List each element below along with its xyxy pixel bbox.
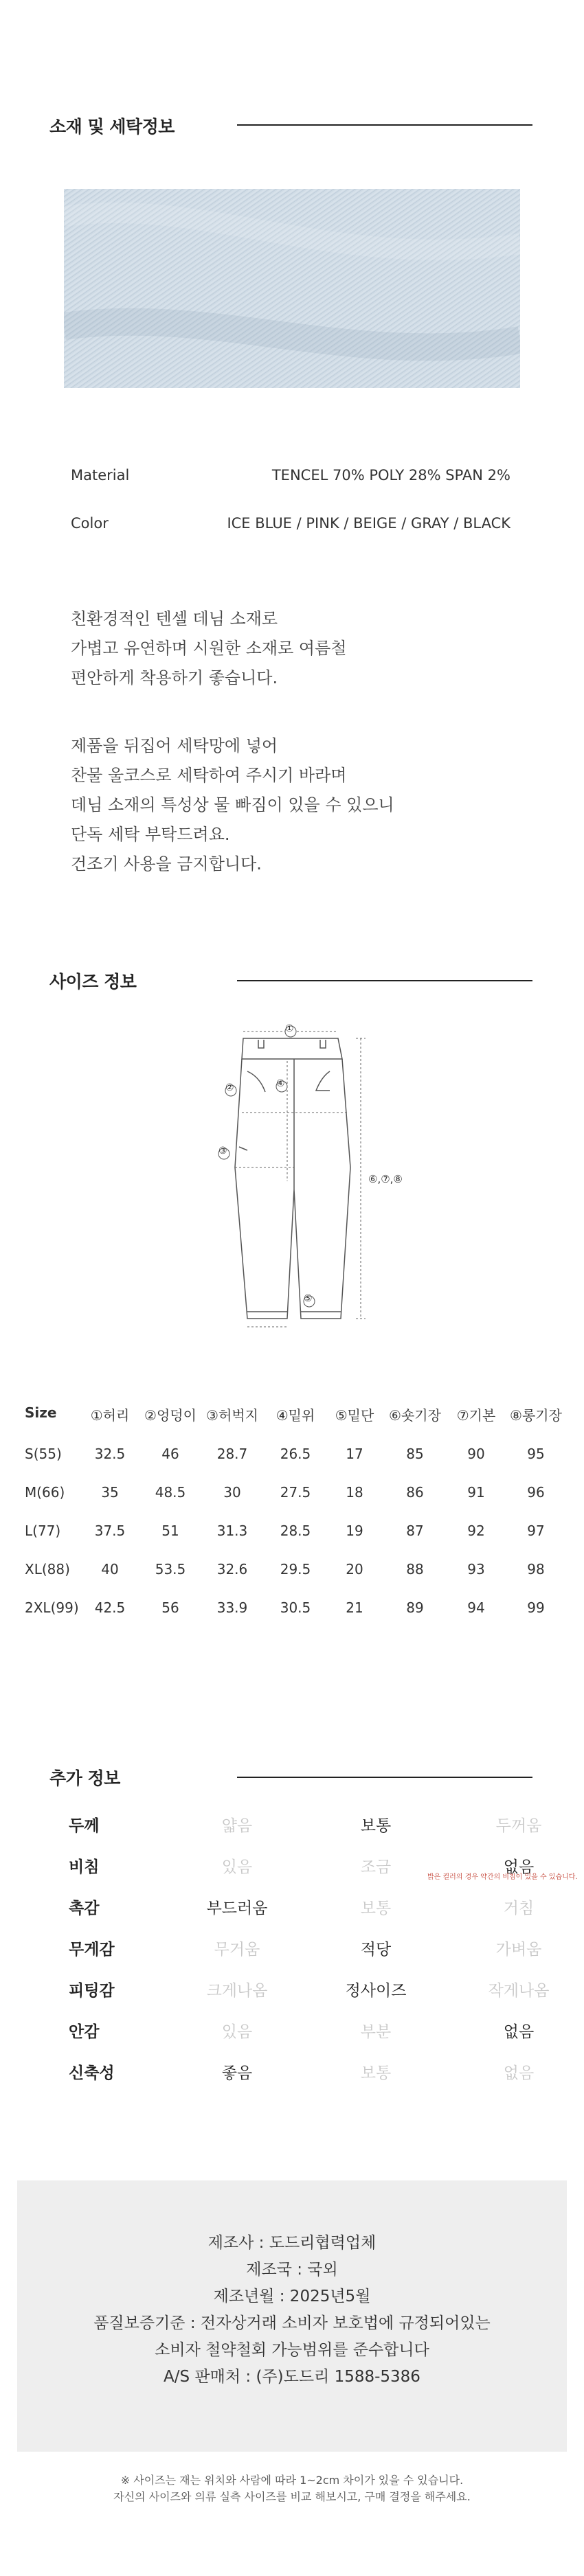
attr-row-thickness [0, 1813, 584, 1854]
table-cell: 96 [527, 1484, 545, 1501]
attr-option: 무거움 [214, 1941, 260, 1959]
diagram-label-5: ⑤ [304, 1293, 313, 1304]
table-cell: 89 [406, 1599, 424, 1616]
color-label: Color [71, 515, 109, 532]
table-cell: 93 [467, 1561, 485, 1577]
description-paragraph [71, 604, 346, 693]
table-row [19, 1484, 569, 1523]
attr-option-selected: 좋음 [221, 2064, 253, 2082]
attr-option: 있음 [221, 2023, 253, 2041]
info-line-country: 제조국 : 국외 [246, 2261, 338, 2279]
material-label: Material [71, 467, 130, 483]
header-size: Size [25, 1404, 57, 1421]
attr-row-stretch [0, 2060, 584, 2101]
table-cell: 30.5 [280, 1599, 311, 1616]
attr-option: 작게나옴 [488, 1982, 550, 2000]
size-section-title: 사이즈 정보 [49, 972, 137, 992]
attr-option: 거침 [503, 1900, 535, 1917]
care-paragraph [71, 731, 394, 879]
table-cell: 85 [406, 1446, 424, 1462]
attr-option-selected: 정사이즈 [345, 1982, 407, 2000]
diagram-label-1: ① [285, 1023, 294, 1034]
table-cell: 28.7 [216, 1446, 248, 1462]
table-cell: 97 [527, 1523, 545, 1539]
table-row [19, 1446, 569, 1484]
attr-option: 두꺼움 [495, 1817, 542, 1835]
table-cell: 29.5 [280, 1561, 311, 1577]
care-line: 데님 소재의 특성상 물 빠짐이 있을 수 있으니 [71, 795, 394, 814]
material-section-title: 소재 및 세탁정보 [49, 117, 175, 137]
care-line: 제품을 뒤집어 세탁망에 넣어 [71, 736, 278, 755]
attr-option: 보통 [360, 2064, 392, 2082]
table-cell: 98 [527, 1561, 545, 1577]
header-waist: ①허리 [90, 1407, 130, 1424]
table-cell: 48.5 [155, 1484, 186, 1501]
header-hem: ⑤밑단 [335, 1407, 374, 1424]
attr-option-selected: 보통 [360, 1817, 392, 1835]
table-cell: 91 [467, 1484, 485, 1501]
attr-option: 부분 [360, 2023, 392, 2041]
attr-option-selected: 없음 [503, 1858, 535, 1876]
attr-label: 두께 [69, 1817, 100, 1835]
table-cell: 40 [101, 1561, 119, 1577]
table-cell: 99 [527, 1599, 545, 1616]
size-table [19, 1404, 569, 1638]
table-cell: 32.6 [216, 1561, 248, 1577]
care-line: 건조기 사용을 금지합니다. [71, 854, 262, 874]
info-line-quality-2: 소비자 철약철회 가능범위를 준수합니다 [155, 2341, 429, 2359]
header-hip: ②엉덩이 [144, 1407, 196, 1424]
info-line-quality: 품질보증기준 : 전자상거래 소비자 보호법에 규정되어있는 [93, 2314, 491, 2332]
diagram-label-3: ③ [218, 1145, 227, 1156]
table-row [19, 1599, 569, 1638]
disclaimer-line: 자신의 사이즈와 의류 실측 사이즈를 비교 해보시고, 구매 결정을 해주세요. [113, 2490, 471, 2503]
header-long-length: ⑧롱기장 [510, 1407, 562, 1424]
table-cell: 53.5 [155, 1561, 186, 1577]
table-cell: 27.5 [280, 1484, 311, 1501]
size-disclaimer [0, 2472, 584, 2505]
section-divider [237, 980, 532, 981]
extra-section-title: 추가 정보 [49, 1768, 120, 1788]
attr-row-texture [0, 1895, 584, 1937]
size-cell: M(66) [25, 1484, 65, 1501]
size-cell: S(55) [25, 1446, 62, 1462]
info-line-as: A/S 판매처 : (주)도드리 1588-5386 [164, 2368, 420, 2386]
attr-option: 크게나옴 [206, 1982, 268, 2000]
table-cell: 31.3 [216, 1523, 248, 1539]
diagram-label-4: ④ [276, 1078, 285, 1089]
table-cell: 28.5 [280, 1523, 311, 1539]
fabric-swatch-image [64, 189, 520, 388]
size-table-header [19, 1404, 569, 1446]
attr-row-sheerness [0, 1854, 584, 1895]
product-info-box [17, 2180, 567, 2452]
attr-option-selected: 부드러움 [206, 1900, 268, 1917]
table-cell: 56 [161, 1599, 179, 1616]
section-divider [237, 1777, 532, 1778]
table-cell: 19 [346, 1523, 363, 1539]
attr-row-fit [0, 1978, 584, 2019]
sheerness-note: 밝은 컬러의 경우 약간의 비침이 있을 수 있습니다. [427, 1873, 578, 1881]
table-cell: 46 [161, 1446, 179, 1462]
table-cell: 51 [161, 1523, 179, 1539]
header-regular-length: ⑦기본 [456, 1407, 496, 1424]
header-short-length: ⑥숏기장 [389, 1407, 441, 1424]
attr-option: 보통 [360, 1900, 392, 1917]
attr-row-weight [0, 1937, 584, 1978]
description-line: 친환경적인 텐셀 데님 소재로 [71, 609, 278, 628]
attr-option-selected: 없음 [503, 2023, 535, 2041]
info-line-manufacturer: 제조사 : 도드리협력업체 [207, 2234, 377, 2252]
header-rise: ④밑위 [276, 1407, 315, 1424]
table-row [19, 1561, 569, 1599]
table-cell: 90 [467, 1446, 485, 1462]
header-thigh: ③허벅지 [206, 1407, 258, 1424]
table-cell: 37.5 [94, 1523, 126, 1539]
attr-option-selected: 적당 [360, 1941, 392, 1959]
table-cell: 88 [406, 1561, 424, 1577]
attr-label: 신축성 [69, 2064, 115, 2082]
pants-diagram [206, 1010, 426, 1339]
table-cell: 35 [101, 1484, 119, 1501]
table-cell: 30 [223, 1484, 241, 1501]
material-value: TENCEL 70% POLY 28% SPAN 2% [271, 467, 510, 483]
table-cell: 26.5 [280, 1446, 311, 1462]
table-row [19, 1523, 569, 1561]
table-cell: 87 [406, 1523, 424, 1539]
attr-label: 안감 [69, 2023, 100, 2041]
table-cell: 94 [467, 1599, 485, 1616]
attr-option: 조금 [360, 1858, 392, 1876]
size-cell: XL(88) [25, 1561, 70, 1577]
attr-label: 무게감 [69, 1941, 115, 1959]
table-cell: 95 [527, 1446, 545, 1462]
attr-row-lining [0, 2019, 584, 2060]
diagram-label-6-7-8: ⑥,⑦,⑧ [368, 1173, 403, 1185]
disclaimer-line: ※ 사이즈는 재는 위치와 사람에 따라 1~2cm 차이가 있을 수 있습니다. [120, 2474, 464, 2487]
table-cell: 18 [346, 1484, 363, 1501]
table-cell: 17 [346, 1446, 363, 1462]
section-divider [237, 124, 532, 126]
color-value: ICE BLUE / PINK / BEIGE / GRAY / BLACK [227, 515, 510, 532]
care-line: 찬물 울코스로 세탁하여 주시기 바라며 [71, 766, 347, 785]
attr-option: 얇음 [221, 1817, 253, 1835]
attr-option: 없음 [503, 2064, 535, 2082]
fabric-texture [64, 189, 520, 388]
care-line: 단독 세탁 부탁드려요. [71, 825, 230, 844]
table-cell: 86 [406, 1484, 424, 1501]
table-cell: 32.5 [94, 1446, 126, 1462]
table-cell: 33.9 [216, 1599, 248, 1616]
info-line-date: 제조년월 : 2025년5월 [213, 2288, 371, 2305]
attr-option: 있음 [221, 1858, 253, 1876]
table-cell: 20 [346, 1561, 363, 1577]
table-cell: 21 [346, 1599, 363, 1616]
description-line: 가볍고 유연하며 시원한 소재로 여름철 [71, 639, 347, 658]
attr-label: 비침 [69, 1858, 100, 1876]
size-cell: 2XL(99) [25, 1599, 79, 1616]
attr-label: 피팅감 [69, 1982, 115, 2000]
table-cell: 92 [467, 1523, 485, 1539]
description-line: 편안하게 착용하기 좋습니다. [71, 668, 278, 687]
size-cell: L(77) [25, 1523, 61, 1539]
table-cell: 42.5 [94, 1599, 126, 1616]
diagram-label-2: ② [225, 1082, 234, 1093]
attr-label: 촉감 [69, 1900, 100, 1917]
attr-option: 가벼움 [495, 1941, 542, 1959]
